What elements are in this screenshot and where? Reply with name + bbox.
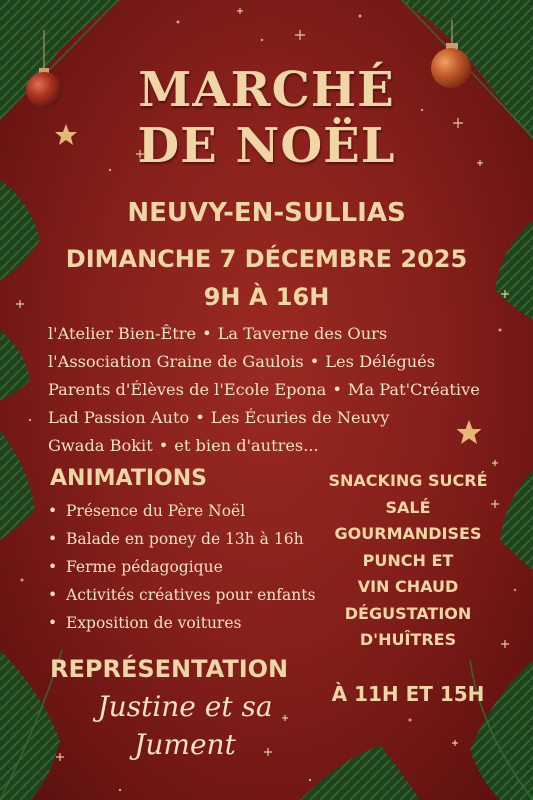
title-line-1: MARCHÉ	[138, 62, 395, 118]
exhibitor-list	[48, 320, 518, 460]
separator-dot: •	[332, 380, 342, 399]
bullet-icon: •	[48, 530, 58, 548]
food-item: SNACKING SUCRÉ	[328, 471, 488, 490]
exhibitor-name: Les Écuries de Neuvy	[210, 408, 390, 427]
food-list	[318, 468, 498, 654]
exhibitor-name: Ma Pat'Créative	[347, 380, 480, 399]
list-item	[48, 586, 315, 614]
list-item	[48, 558, 315, 586]
list-item	[48, 530, 315, 558]
list-item	[48, 614, 315, 642]
event-date: DIMANCHE 7 DÉCEMBRE 2025	[65, 245, 468, 273]
title-line-2: DE NOËL	[137, 118, 396, 174]
food-item: VIN CHAUD	[357, 577, 459, 596]
exhibitor-name: La Taverne des Ours	[217, 324, 388, 343]
animations-list	[48, 502, 315, 642]
exhibitor-line	[48, 320, 518, 348]
food-item: PUNCH ET	[362, 550, 454, 570]
animation-label: Exposition de voitures	[66, 614, 242, 632]
food-item: DÉGUSTATION	[344, 603, 472, 623]
exhibitor-name: Les Délégués	[325, 352, 436, 371]
performance-times: À 11H ET 15H	[331, 682, 485, 706]
exhibitor-line	[48, 376, 518, 404]
separator-dot: •	[195, 408, 205, 427]
bullet-icon: •	[48, 502, 58, 520]
animation-label: Présence du Père Noël	[66, 502, 246, 520]
exhibitor-line	[48, 404, 518, 432]
exhibitor-name: l'Atelier Bien-Être	[48, 324, 197, 343]
exhibitor-line	[48, 432, 518, 460]
list-item	[48, 502, 315, 530]
animation-label: Ferme pédagogique	[66, 558, 223, 576]
food-item: D'HUÎTRES	[359, 630, 457, 649]
event-hours: 9H À 16H	[203, 283, 330, 311]
bullet-icon: •	[48, 586, 58, 604]
food-item: SALÉ	[385, 497, 431, 517]
town-name: NEUVY-EN-SULLIAS	[127, 198, 406, 228]
animation-label: Activités créatives pour enfants	[66, 586, 316, 604]
performer-name-line-2: Jument	[134, 728, 236, 761]
exhibitor-line	[48, 348, 518, 376]
exhibitor-name: Parents d'Élèves de l'Ecole Epona	[48, 380, 327, 399]
separator-dot: •	[309, 352, 320, 371]
representation-heading: REPRÉSENTATION	[50, 655, 289, 683]
bullet-icon: •	[48, 614, 58, 632]
exhibitor-name: et bien d'autres...	[174, 436, 319, 455]
exhibitor-name: Gwada Bokit	[48, 436, 153, 455]
food-item: GOURMANDISES	[334, 524, 482, 543]
separator-dot: •	[202, 324, 212, 343]
animations-heading: ANIMATIONS	[50, 466, 207, 491]
performer-name-line-1: Justine et sa	[97, 690, 273, 723]
animation-label: Balade en poney de 13h à 16h	[66, 530, 304, 548]
separator-dot: •	[158, 436, 169, 455]
exhibitor-name: Lad Passion Auto	[48, 408, 190, 427]
bullet-icon: •	[48, 558, 58, 576]
exhibitor-name: l'Association Graine de Gaulois	[48, 352, 304, 371]
